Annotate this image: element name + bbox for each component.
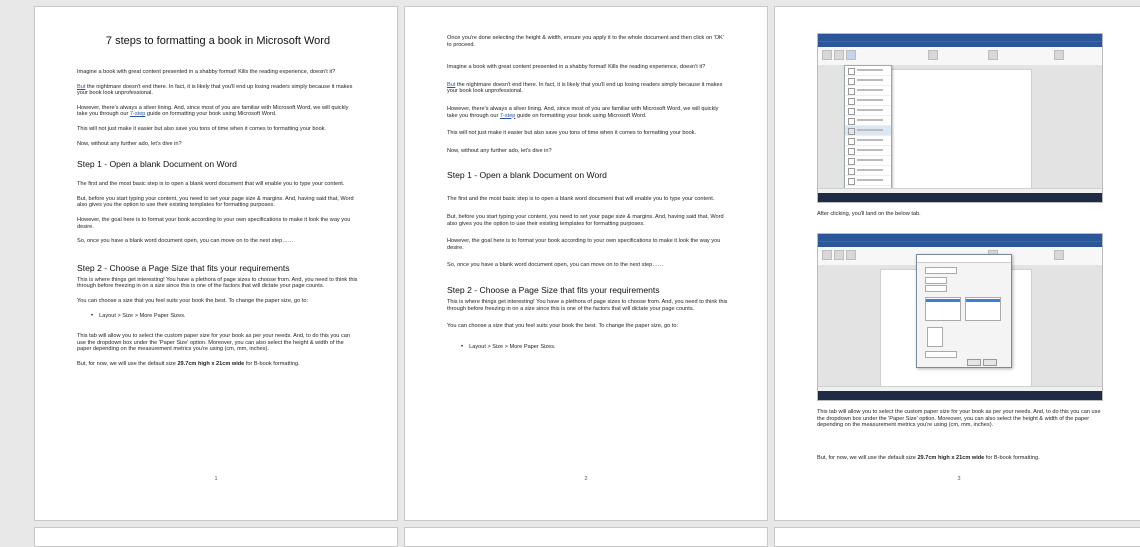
dropdown-item	[845, 86, 891, 96]
dropdown-item	[845, 146, 891, 156]
paragraph: This will not just make it easier but also save you tons of time when it comes to formatting your book.	[77, 125, 327, 132]
paragraph: However, the goal here is to format your book according to your own specifications to make it look the way you desire.	[77, 216, 351, 230]
paragraph	[77, 361, 359, 368]
hyperlink[interactable]: 7-step	[129, 111, 146, 118]
step-1-heading: Step 1 - Open a blank Document on Word	[447, 170, 607, 181]
ribbon-button	[846, 250, 856, 260]
document-sheet	[880, 69, 1032, 192]
paragraph: This is where things get interesting! You have a plethora of page sizes to choose from. And, you need to think this through before freezing in on a size since this is one of the factors that will dictate your page counts.	[77, 276, 358, 290]
page-setup-dialog-screenshot	[817, 233, 1103, 401]
dropdown-item	[845, 116, 891, 126]
ribbon-button	[834, 250, 844, 260]
paragraph: After clicking, you'll land on the below tab.	[817, 211, 921, 217]
paragraph: So, once you have a blank word document open, you can move on to the next step……	[447, 262, 664, 269]
list-item-text: Layout > Size > More Paper Sizes.	[469, 343, 556, 350]
ribbon	[818, 47, 1102, 66]
paragraph-text: for B-book formatting.	[984, 455, 1040, 461]
hyperlink[interactable]: But	[77, 83, 86, 90]
taskbar	[818, 193, 1102, 202]
paragraph-text: But, for now, we will use the default size	[817, 455, 918, 461]
paragraph	[447, 82, 729, 95]
first-page-list	[925, 297, 961, 321]
paragraph: You can choose a size that you feel suits your book the best. To change the paper size, go to:	[77, 297, 309, 304]
paragraph-text: the nightmare doesn't end there. In fact, it is likely that you'll end up losing readers simply because it makes your book look unprofessional.	[447, 81, 723, 95]
height-field	[925, 285, 947, 292]
preview-box	[927, 327, 943, 347]
hyperlink[interactable]: 7-step	[499, 112, 516, 119]
width-field	[925, 277, 947, 284]
step-1-heading: Step 1 - Open a blank Document on Word	[77, 159, 237, 170]
list-item	[461, 344, 729, 351]
dropdown-item	[845, 156, 891, 166]
dropdown-item	[845, 166, 891, 176]
page-number: 1	[214, 476, 218, 482]
paper-size-dropdown	[844, 65, 892, 189]
bullet-icon: •	[461, 343, 464, 350]
paragraph	[77, 84, 359, 97]
ribbon-button	[988, 50, 998, 60]
apply-to-field	[925, 351, 957, 358]
paragraph: The first and the most basic step is to open a blank word document that will enable you to type your content.	[447, 196, 715, 203]
page-number: 3	[957, 476, 961, 482]
paragraph: However, the goal here is to format your book according to your own specifications to make it look the way you desire.	[447, 238, 721, 251]
ribbon-button	[834, 50, 844, 60]
paragraph-text: for B-book formatting.	[244, 360, 300, 367]
list-item-text: Layout > Size > More Paper Sizes.	[99, 312, 186, 319]
title-bar	[818, 34, 1102, 41]
taskbar	[818, 391, 1102, 400]
bold-text: 29.7cm high x 21cm wide	[917, 455, 985, 461]
paragraph: Now, without any further ado, let's dive in?	[447, 147, 552, 154]
paragraph: So, once you have a blank word document open, you can move on to the next step……	[77, 238, 294, 245]
paragraph: The first and the most basic step is to open a blank word document that will enable you to type your content.	[77, 181, 345, 188]
ribbon-button	[1054, 250, 1064, 260]
bold-text: 29.7cm high x 21cm wide	[177, 360, 245, 367]
paragraph-text: However, there's always a silver lining. And, since most of you are familiar with Microsoft Word, we will quickly take you through our	[77, 104, 349, 118]
title-bar	[818, 234, 1102, 241]
paragraph: This tab will allow you to select the custom paper size for your book as per your needs. And, to do this you can use the dropdown box under the 'Paper Size' option. Moreover, you can also select the height & width of the paper depending on the measurement metrics you're using (cm, mm, inches).	[817, 409, 1101, 429]
paragraph-text: the nightmare doesn't end there. In fact, it is likely that you'll end up losing readers simply because it makes your book look unprofessional.	[77, 83, 353, 97]
dropdown-item	[845, 106, 891, 116]
paragraph: This tab will allow you to select the custom paper size for your book as per your needs. And, to do this you can use the dropdown box under the 'Paper Size' option. Moreover, you can also select the height & width of the paper depending on the measurement metrics you're using (cm, mm, inches).	[77, 333, 350, 353]
document-page-6	[774, 527, 1140, 547]
ribbon-button	[822, 50, 832, 60]
paragraph: This will not just make it easier but also save you tons of time when it comes to formatting your book.	[447, 130, 697, 137]
word-size-menu-screenshot	[817, 33, 1103, 203]
paragraph: You can choose a size that you feel suits your book the best. To change the paper size, go to:	[447, 323, 679, 330]
document-page-4	[34, 527, 398, 547]
paragraph: Imagine a book with great content presented in a shabby format! Kills the reading experience, doesn't it?	[447, 64, 706, 71]
paragraph-text: guide on formatting your book using Microsoft Word.	[145, 111, 277, 118]
dropdown-item	[845, 136, 891, 146]
dropdown-item	[845, 126, 891, 136]
document-page-5	[404, 527, 768, 547]
paragraph	[817, 455, 1105, 462]
other-pages-list	[965, 297, 1001, 321]
paper-size-field	[925, 267, 957, 274]
paragraph: But, before you start typing your content, you need to set your page size & margins. And, having said that, Word also gives you the option to use their existing templates for formatting purposes.	[447, 213, 724, 227]
document-title: 7 steps to formatting a book in Microsoft Word	[105, 35, 331, 47]
paragraph-text: But, for now, we will use the default size	[77, 360, 178, 367]
dropdown-item	[845, 96, 891, 106]
paragraph	[77, 105, 359, 118]
ribbon-button	[822, 250, 832, 260]
ok-button	[967, 359, 981, 366]
cancel-button	[983, 359, 997, 366]
document-page-1	[34, 6, 398, 521]
dialog-title-bar	[917, 255, 1011, 263]
hyperlink[interactable]: But	[447, 81, 456, 88]
step-2-heading: Step 2 - Choose a Page Size that fits your requirements	[77, 262, 290, 273]
dropdown-item	[845, 176, 891, 186]
ribbon-button	[928, 50, 938, 60]
paragraph: Once you're done selecting the height & width, ensure you apply it to the whole document and then click on 'OK' to proceed.	[447, 35, 724, 48]
ribbon-button	[1054, 50, 1064, 60]
paragraph: This is where things get interesting! You have a plethora of page sizes to choose from. And, you need to think this through before freezing in on a size since this is one of the factors that will dictate your page counts.	[447, 298, 728, 312]
paragraph: Imagine a book with great content presented in a shabby format! Kills the reading experience, doesn't it?	[77, 69, 336, 75]
paragraph: But, before you start typing your content, you need to set your page size & margins. And, having said that, Word also gives you the option to use their existing templates for formatting purposes.	[77, 195, 354, 209]
dropdown-item	[845, 66, 891, 76]
paragraph	[447, 106, 729, 119]
list-item	[91, 313, 359, 320]
paragraph-text: However, there's always a silver lining. And, since most of you are familiar with Microsoft Word, we will quickly take you through our	[447, 105, 719, 119]
paragraph-text: guide on formatting your book using Microsoft Word.	[515, 112, 647, 119]
document-page-2	[404, 6, 768, 521]
step-2-heading: Step 2 - Choose a Page Size that fits your requirements	[447, 284, 660, 295]
paragraph: Now, without any further ado, let's dive in?	[77, 140, 182, 147]
dropdown-item	[845, 76, 891, 86]
size-button	[846, 50, 856, 60]
page-number: 2	[584, 476, 588, 482]
page-setup-dialog	[916, 254, 1012, 368]
bullet-icon: •	[91, 312, 94, 319]
document-page-3	[774, 6, 1140, 521]
